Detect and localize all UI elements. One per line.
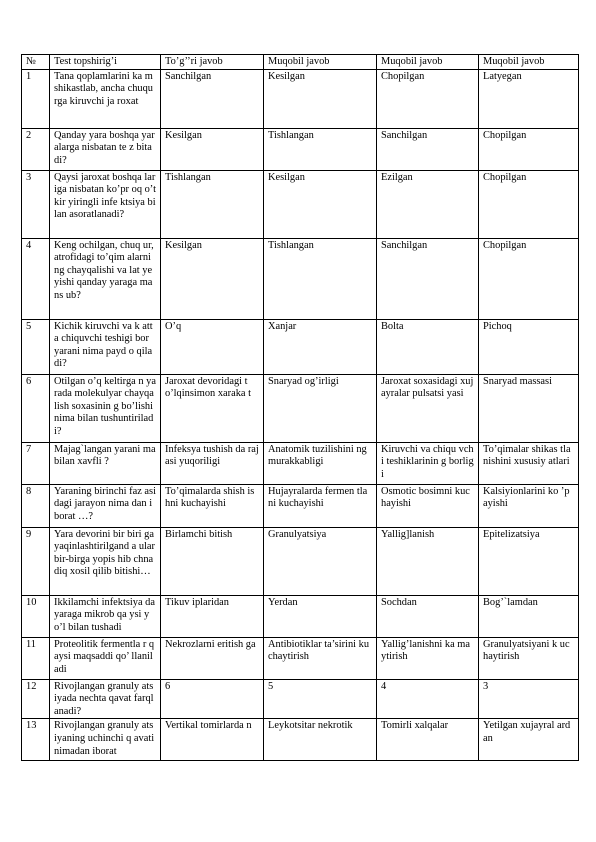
alternative-answer-3: To’qimalar shikas tlanishini xususiy atlari — [479, 442, 579, 484]
row-number: 1 — [22, 69, 50, 128]
alternative-answer-1: Yerdan — [264, 595, 377, 637]
question-text: Yara devorini bir biri ga yaqinlashtirilgand a ular bir-birga yopis hib chnadiq xosil qilib bitishi… — [50, 527, 161, 595]
question-text: Otilgan o’q keltirga n yarada molekulyar chayqalish soxasinin g bo’lishi nima bilan tushuntiriladi? — [50, 374, 161, 442]
correct-answer: Vertikal tomirlarda n — [161, 719, 264, 761]
correct-answer: Jaroxat devoridagi t o’lqinsimon xaraka t — [161, 374, 264, 442]
question-text: Kichik kiruvchi va k atta chiquvchi teshigi bor yarani nima payd o qiladi? — [50, 319, 161, 374]
question-text: Tana qoplamlarini ka m shikastlab, ancha chuqurga kiruvchi ja roxat — [50, 69, 161, 128]
alternative-answer-2: Tomirli xalqalar — [377, 719, 479, 761]
alternative-answer-1: Anatomik tuzilishini ng murakkabligi — [264, 442, 377, 484]
alternative-answer-3: Chopilgan — [479, 128, 579, 170]
alternative-answer-1: Hujayralarda fermen tlani kuchayishi — [264, 484, 377, 527]
table-row — [22, 128, 579, 170]
row-number: 11 — [22, 637, 50, 679]
alternative-answer-1: Leykotsitar nekrotik — [264, 719, 377, 761]
table-row — [22, 69, 579, 128]
row-number: 6 — [22, 374, 50, 442]
question-text: Qaysi jaroxat boshqa lariga nisbatan ko’pr oq o’tkir yiringli infe ktsiya bilan asoratlanadi? — [50, 170, 161, 238]
alternative-answer-2: Ezilgan — [377, 170, 479, 238]
correct-answer: Infeksya tushish da rajasi yuqoriligi — [161, 442, 264, 484]
alternative-answer-1: Tishlangan — [264, 238, 377, 319]
table-row — [22, 170, 579, 238]
alternative-answer-1: Antibiotiklar ta’sirini kuchaytirish — [264, 637, 377, 679]
row-number: 8 — [22, 484, 50, 527]
alternative-answer-1: Tishlangan — [264, 128, 377, 170]
table-row — [22, 374, 579, 442]
header-alternative-answer-2: Muqobil javob — [377, 55, 479, 70]
question-text: Rivojlangan granuly atsiyada nechta qavat farqlanadi? — [50, 679, 161, 719]
alternative-answer-3: Chopilgan — [479, 170, 579, 238]
row-number: 12 — [22, 679, 50, 719]
alternative-answer-2: Chopilgan — [377, 69, 479, 128]
question-text: Rivojlangan granuly atsiyaning uchinchi q avati nimadan iborat — [50, 719, 161, 761]
alternative-answer-3: Granulyatsiyani k uchaytirish — [479, 637, 579, 679]
table-body — [22, 69, 579, 761]
alternative-answer-1: Xanjar — [264, 319, 377, 374]
question-text: Yaraning birinchi faz asidagi jarayon nima dan iborat …? — [50, 484, 161, 527]
alternative-answer-2: Sanchilgan — [377, 128, 479, 170]
correct-answer: Nekrozlarni eritish ga — [161, 637, 264, 679]
alternative-answer-2: Sanchilgan — [377, 238, 479, 319]
correct-answer: Birlamchi bitish — [161, 527, 264, 595]
table-row — [22, 527, 579, 595]
correct-answer: Tikuv iplaridan — [161, 595, 264, 637]
alternative-answer-3: Epitelizatsiya — [479, 527, 579, 595]
alternative-answer-2: Osmotic bosimni kuchayishi — [377, 484, 479, 527]
row-number: 10 — [22, 595, 50, 637]
alternative-answer-3: Kalsiyionlarini ko ’payishi — [479, 484, 579, 527]
alternative-answer-3: Pichoq — [479, 319, 579, 374]
table-row — [22, 595, 579, 637]
header-correct-answer: To’g’’ri javob — [161, 55, 264, 70]
correct-answer: O’q — [161, 319, 264, 374]
alternative-answer-1: Kesilgan — [264, 170, 377, 238]
alternative-answer-2: 4 — [377, 679, 479, 719]
table-row — [22, 637, 579, 679]
alternative-answer-3: Latyegan — [479, 69, 579, 128]
question-text: Ikkilamchi infektsiya da yaraga mikrob qa ysi yo’l bilan tushadi — [50, 595, 161, 637]
alternative-answer-1: Kesilgan — [264, 69, 377, 128]
alternative-answer-1: 5 — [264, 679, 377, 719]
table-row — [22, 484, 579, 527]
row-number: 2 — [22, 128, 50, 170]
header-question: Test topshirig’i — [50, 55, 161, 70]
table-row — [22, 442, 579, 484]
correct-answer: Kesilgan — [161, 238, 264, 319]
alternative-answer-2: Kiruvchi va chiqu vchi teshiklarinin g borligi — [377, 442, 479, 484]
alternative-answer-2: Yallig’lanishni ka maytirish — [377, 637, 479, 679]
alternative-answer-3: Bog’`lamdan — [479, 595, 579, 637]
row-number: 7 — [22, 442, 50, 484]
row-number: 5 — [22, 319, 50, 374]
alternative-answer-2: Bolta — [377, 319, 479, 374]
header-alternative-answer-3: Muqobil javob — [479, 55, 579, 70]
header-number: № — [22, 55, 50, 70]
table-header-row — [22, 55, 579, 70]
row-number: 4 — [22, 238, 50, 319]
question-text: Keng ochilgan, chuq ur, atrofidagi to’qim alarning chayqalishi va lat yeyishi qanday yaraga mans ub? — [50, 238, 161, 319]
alternative-answer-1: Granulyatsiya — [264, 527, 377, 595]
row-number: 9 — [22, 527, 50, 595]
test-questions-table — [21, 54, 579, 761]
alternative-answer-3: Chopilgan — [479, 238, 579, 319]
table-row — [22, 319, 579, 374]
header-alternative-answer-1: Muqobil javob — [264, 55, 377, 70]
row-number: 13 — [22, 719, 50, 761]
question-text: Majag`langan yarani mabilan xavfli ? — [50, 442, 161, 484]
question-text: Qanday yara boshqa yaralarga nisbatan te z bitadi? — [50, 128, 161, 170]
correct-answer: Sanchilgan — [161, 69, 264, 128]
question-text: Proteolitik fermentla r qaysi maqsaddi qo’ llaniladi — [50, 637, 161, 679]
alternative-answer-3: Yetilgan xujayral ardan — [479, 719, 579, 761]
alternative-answer-1: Snaryad og’irligi — [264, 374, 377, 442]
table-row — [22, 679, 579, 719]
row-number: 3 — [22, 170, 50, 238]
alternative-answer-2: Yallig]lanish — [377, 527, 479, 595]
alternative-answer-2: Jaroxat soxasidagi xujayralar pulsatsi yasi — [377, 374, 479, 442]
correct-answer: 6 — [161, 679, 264, 719]
correct-answer: To’qimalarda shish ishni kuchayishi — [161, 484, 264, 527]
alternative-answer-2: Sochdan — [377, 595, 479, 637]
alternative-answer-3: Snaryad massasi — [479, 374, 579, 442]
correct-answer: Tishlangan — [161, 170, 264, 238]
table-row — [22, 238, 579, 319]
alternative-answer-3: 3 — [479, 679, 579, 719]
correct-answer: Kesilgan — [161, 128, 264, 170]
table-row — [22, 719, 579, 761]
